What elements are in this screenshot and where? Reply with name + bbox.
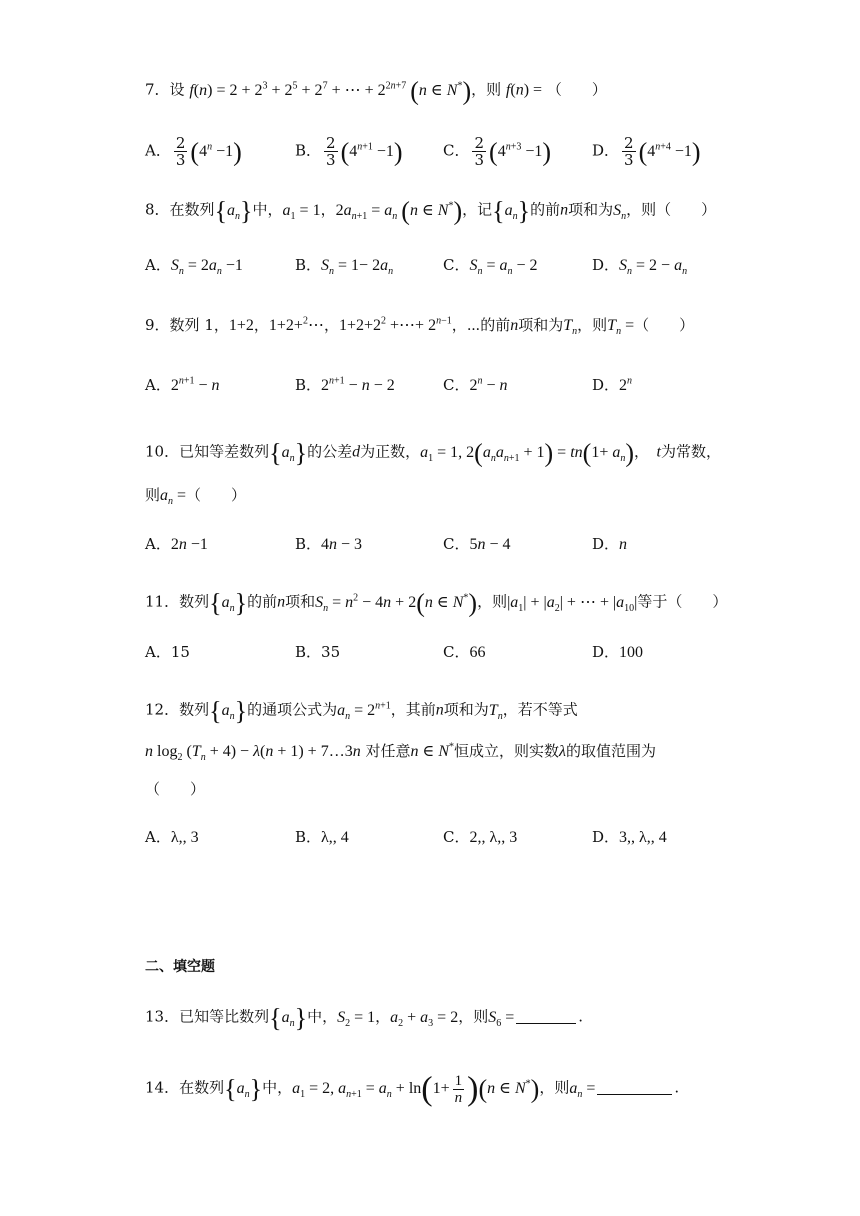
option-c: C．$S_n = a_n - 2$ xyxy=(443,256,538,278)
option-a: A． $\frac{2}{3}$ $(4^n -1)$ xyxy=(145,134,242,169)
question-number: 12． xyxy=(145,700,180,719)
option-b: B． $\frac{2}{3}$ $(4^{n+1} -1)$ xyxy=(295,134,403,169)
answer-paren: （ ） xyxy=(546,80,607,99)
option-a: A．$S_n = 2a_n -1$ xyxy=(145,256,243,278)
option-b: B．4n − 3 xyxy=(295,535,363,553)
option-c: C． $\frac{2}{3}$ $(4^{n+3} -1)$ xyxy=(443,134,552,169)
option-d: D．100 xyxy=(592,643,644,661)
question-12-options xyxy=(145,830,745,860)
question-number: 10． xyxy=(145,442,180,461)
question-12-stem-cont: n $\log_2 (T_n + 4) - \lambda(n + 1)$ + 7…3n 对任意n ∈ N*恒成立，则实数λ的取值范围为 xyxy=(145,741,656,764)
question-9-stem: 9．数列 1，1+2，1+2+$^2$⋯，$1+2+2^2$ +⋯+ $2^{n-1}$，⋯的前n项和为$T_n$，则$T_n$ =（ ） xyxy=(145,315,695,338)
option-a: A．λ,, 3 xyxy=(145,828,199,846)
option-a: A．$2^{n+1} - n$ xyxy=(145,375,220,394)
question-7-stem: 7．设 $f(n) = 2 + 2^3 + 2^5 + 2^7$ + ⋯ + $2^{2n+7}$ (n ∈ N*)，则 f(n) = （ ） xyxy=(145,76,607,105)
question-11-options xyxy=(145,645,745,675)
formula: $f(n) = 2 + 2^3 + 2^5 + 2^7$ + ⋯ + $2^{2n+7}$ (n ∈ N*) xyxy=(189,76,472,105)
question-14-stem: 14．在数列$\{a_n\}$中，$a_1 = 2$, $a_{n+1} = a_n + \ln(1+$ $\frac{1}{n}$ )(n ∈ N*)，则$a_n$ = . xyxy=(145,1070,680,1107)
question-11-stem: 11．数列$\{a_n\}$的前n项和$S_n = n^2 - 4n + 2(n$ ∈ N*)，则$|a_1| + |a_2|$ + ⋯ + $|a_{10}|$等于（ ） xyxy=(145,588,728,617)
option-d: D．2$^n$ xyxy=(592,375,633,394)
option-b: B．λ,, 4 xyxy=(295,828,349,846)
option-a: A．2n −1 xyxy=(145,535,208,553)
answer-blank[interactable] xyxy=(516,1023,576,1024)
question-8-stem: 8．在数列$\{a_n\}$中，$a_1 = 1$，$2a_{n+1} = a_n$ (n ∈ N*)，记$\{a_n\}$的前n项和为$S_n$，则（ ） xyxy=(145,196,717,225)
question-number: 9． xyxy=(145,316,170,334)
option-c: C．$2^n - n$ xyxy=(443,375,508,394)
option-c: C．5n − 4 xyxy=(443,535,511,553)
answer-paren: （ ） xyxy=(656,200,717,219)
question-12-stem: 12．数列$\{a_n\}$的通项公式为$a_n = 2^{n+1}$，其前n项和为$T_n$，若不等式 xyxy=(145,696,578,725)
section-heading: 二、填空题 xyxy=(145,959,215,975)
option-c: C．66 xyxy=(443,643,486,661)
question-number: 8． xyxy=(145,200,170,219)
option-d: D．n xyxy=(592,535,628,553)
answer-paren: （ ） xyxy=(186,486,247,504)
question-13-stem: 13．已知等比数列$\{a_n\}$中，$S_2 = 1$，$a_2 + a_3 = 2$，则$S_6$ = . xyxy=(145,1003,584,1032)
question-number: 14． xyxy=(145,1078,180,1097)
question-number: 7． xyxy=(145,80,170,99)
question-10-options xyxy=(145,537,745,567)
option-d: D．3,, λ,, 4 xyxy=(592,828,667,846)
answer-paren: （ ） xyxy=(145,780,206,798)
option-b: B．$S_n = 1- 2a_n$ xyxy=(295,256,394,278)
option-c: C．2,, λ,, 3 xyxy=(443,828,518,846)
answer-paren: （ ） xyxy=(667,592,728,611)
question-12-paren xyxy=(145,782,205,797)
question-9-options xyxy=(145,375,745,408)
option-b: B．35 xyxy=(295,643,341,661)
option-a: A．15 xyxy=(145,643,190,661)
option-d: D． $\frac{2}{3}$ $(4^{n+4} -1)$ xyxy=(592,134,701,169)
question-10-stem-cont: 则$a_n$ =（ ） xyxy=(145,486,247,508)
question-7-options xyxy=(145,134,745,169)
option-d: D．$S_n = 2 - a_n$ xyxy=(592,256,688,278)
question-number: 11． xyxy=(145,592,180,611)
question-number: 13． xyxy=(145,1007,180,1026)
answer-paren: （ ） xyxy=(634,316,695,334)
answer-blank[interactable] xyxy=(597,1094,672,1095)
option-b: B．$2^{n+1} - n - 2$ xyxy=(295,375,395,394)
question-10-stem: 10．已知等差数列$\{a_n\}$的公差d为正数，$a_1 = 1$, $2(a_na_{n+1} + 1) = tn(1+ a_n)$， t为常数， xyxy=(145,438,722,467)
question-8-options xyxy=(145,258,745,288)
